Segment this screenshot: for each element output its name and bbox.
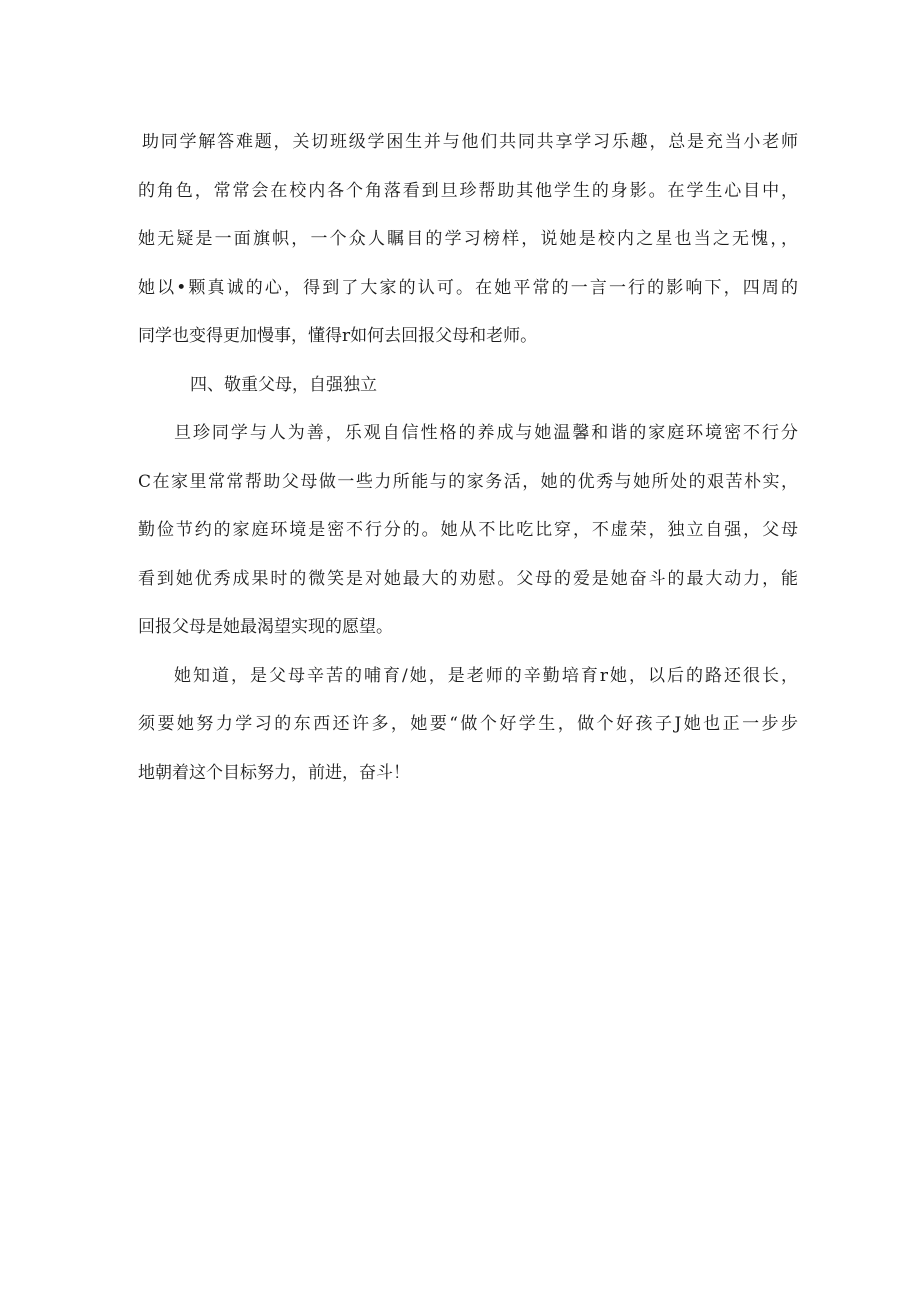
paragraph-line: 回报父母是她最渴望实现的愿望。 [138, 617, 393, 637]
section-heading: 四、敬重父母，自强独立 [190, 374, 377, 395]
paragraph-line: 地朝着这个目标努力，前进，奋斗！ [138, 762, 410, 783]
paragraph-line: 同学也变得更加慢事，懂得r如何去回报父母和老师。 [138, 326, 538, 346]
paragraph-line: 她知道，是父母辛苦的哺育/她，是老师的辛勤培育r她，以后的路还很长， [174, 665, 798, 686]
paragraph-line: 她无疑是一面旗帜，一个众人瞩目的学习榜样，说她是校内之星也当之无愧，， [138, 229, 798, 249]
paragraph-line: 的角色，常常会在校内各个角落看到旦珍帮助其他学生的身影。在学生心目中， [138, 180, 798, 201]
paragraph-line: 看到她优秀成果时的微笑是对她最大的劝慰。父母的爱是她奋斗的最大动力，能 [138, 568, 798, 589]
paragraph-line: 她以•颗真诚的心，得到了大家的认可。在她平常的一言一行的影响下，四周的 [138, 277, 798, 298]
paragraph-line: 须要她努力学习的东西还许多，她要“做个好学生，做个好孩子J她也正一步步 [138, 714, 798, 734]
paragraph-line: 勤俭节约的家庭环境是密不行分的。她从不比吃比穿，不虚荣，独立自强，父母 [138, 520, 798, 540]
document-body [138, 118, 798, 797]
paragraph-line: 助同学解答难题，关切班级学困生并与他们共同共享学习乐趣，总是充当小老师 [142, 132, 798, 152]
paragraph-line: C在家里常常帮助父母做一些力所能与的家务活，她的优秀与她所处的艰苦朴实， [138, 471, 798, 492]
paragraph-line: 旦珍同学与人为善，乐观自信性格的养成与她温馨和谐的家庭环境密不行分 [174, 423, 798, 443]
